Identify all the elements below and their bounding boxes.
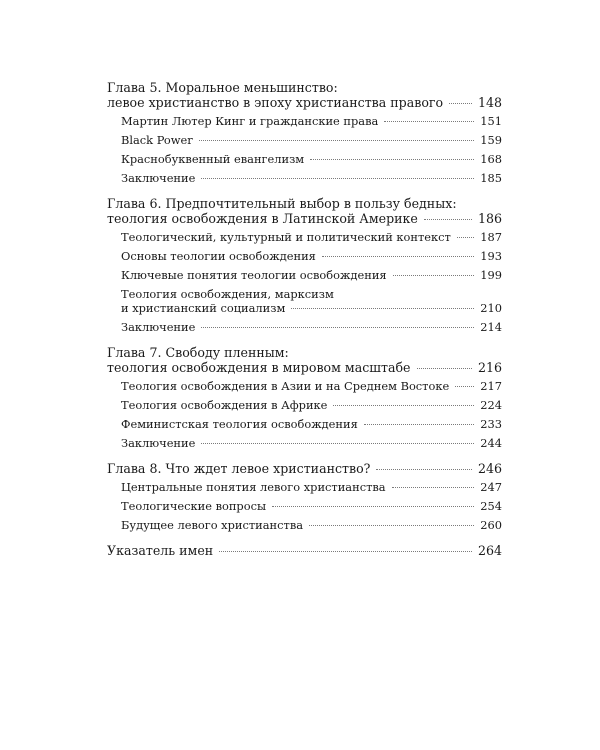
chapter-title: Глава 8. Что ждет левое христианство?: [107, 461, 371, 476]
toc-chapter-8: [107, 461, 502, 533]
toc-section-entry[interactable]: [107, 320, 502, 335]
toc-section-entry[interactable]: [107, 249, 502, 264]
section-title: Black Power: [121, 133, 193, 147]
section-title: Заключение: [121, 320, 196, 334]
page-number: 244: [480, 436, 502, 450]
page-number: 264: [477, 543, 502, 558]
dot-leader: [291, 308, 474, 309]
chapter-title-line-2: левое христианство в эпоху христианства правого: [107, 95, 444, 110]
toc-section-entry[interactable]: [107, 301, 502, 316]
dot-leader: [449, 103, 472, 104]
section-title: Ключевые понятия теологии освобождения: [121, 268, 387, 282]
page-number: 193: [480, 249, 502, 263]
dot-leader: [309, 525, 474, 526]
dot-leader: [199, 140, 475, 141]
dot-leader: [424, 219, 472, 220]
toc-section-entry[interactable]: [107, 268, 502, 283]
chapter-title-line-2: теология освобождения в Латинской Америке: [107, 211, 418, 226]
toc-chapter-5: [107, 80, 502, 186]
dot-leader: [376, 469, 472, 470]
dot-leader: [364, 424, 474, 425]
toc-chapter-6: [107, 196, 502, 335]
chapter-title-line-2: теология освобождения в мировом масштабе: [107, 360, 411, 375]
page-number: 168: [480, 152, 502, 166]
dot-leader: [219, 551, 472, 552]
page-number: 224: [480, 398, 502, 412]
toc-section-entry[interactable]: [107, 499, 502, 514]
page-number: 159: [480, 133, 502, 147]
section-title: Мартин Лютер Кинг и гражданские права: [121, 114, 379, 128]
dot-leader: [201, 178, 474, 179]
page-number: 185: [480, 171, 502, 185]
dot-leader: [417, 368, 472, 369]
toc-section-entry[interactable]: [107, 114, 502, 129]
index-title: Указатель имен: [107, 543, 214, 558]
page-number: 187: [480, 230, 502, 244]
section-title: Заключение: [121, 171, 196, 185]
toc-section-entry[interactable]: [107, 436, 502, 451]
page-number: 210: [480, 301, 502, 315]
dot-leader: [322, 256, 474, 257]
section-title: Теологические вопросы: [121, 499, 267, 513]
chapter-title-line-1: Глава 7. Свободу пленным:: [107, 345, 289, 360]
section-title-line-1: Теология освобождения, марксизм: [121, 287, 334, 301]
dot-leader: [392, 487, 475, 488]
toc-section-entry[interactable]: [107, 518, 502, 533]
table-of-contents: [107, 80, 502, 568]
chapter-entry[interactable]: [107, 95, 502, 110]
section-title: Основы теологии освобождения: [121, 249, 316, 263]
section-title: Теологический, культурный и политический контекст: [121, 230, 451, 244]
toc-index: [107, 543, 502, 558]
page-number: 217: [480, 379, 502, 393]
dot-leader: [457, 237, 474, 238]
page-number: 247: [480, 480, 502, 494]
page-number: 246: [477, 461, 502, 476]
toc-section-entry[interactable]: [107, 480, 502, 495]
toc-section-entry[interactable]: [107, 398, 502, 413]
toc-section-entry[interactable]: [107, 171, 502, 186]
section-title-line-2: и христианский социализм: [121, 301, 286, 315]
dot-leader: [310, 159, 474, 160]
toc-section-entry[interactable]: [107, 133, 502, 148]
page-number: 148: [477, 95, 502, 110]
page-number: 186: [477, 211, 502, 226]
toc-chapter-7: [107, 345, 502, 451]
page-number: 151: [480, 114, 502, 128]
section-title: Центральные понятия левого христианства: [121, 480, 386, 494]
dot-leader: [201, 327, 474, 328]
toc-section-entry[interactable]: [107, 417, 502, 432]
chapter-title-line-1: Глава 6. Предпочтительный выбор в пользу бедных:: [107, 196, 457, 211]
dot-leader: [393, 275, 475, 276]
dot-leader: [272, 506, 474, 507]
page-number: 233: [480, 417, 502, 431]
chapter-title-line-1: Глава 5. Моральное меньшинство:: [107, 80, 338, 95]
toc-section-entry[interactable]: [107, 152, 502, 167]
dot-leader: [333, 405, 474, 406]
dot-leader: [384, 121, 474, 122]
page-number: 260: [480, 518, 502, 532]
page-number: 214: [480, 320, 502, 334]
dot-leader: [201, 443, 474, 444]
toc-section-entry[interactable]: [107, 379, 502, 394]
section-title: Теология освобождения в Африке: [121, 398, 328, 412]
index-entry[interactable]: [107, 543, 502, 558]
chapter-entry[interactable]: [107, 360, 502, 375]
toc-section-entry[interactable]: [107, 230, 502, 245]
page-number: 199: [480, 268, 502, 282]
page-number: 254: [480, 499, 502, 513]
section-title: Заключение: [121, 436, 196, 450]
section-title: Краснобуквенный евангелизм: [121, 152, 305, 166]
section-title: Будущее левого христианства: [121, 518, 304, 532]
dot-leader: [455, 386, 474, 387]
chapter-entry[interactable]: [107, 461, 502, 476]
chapter-entry[interactable]: [107, 211, 502, 226]
section-title: Феминистская теология освобождения: [121, 417, 358, 431]
page-number: 216: [477, 360, 502, 375]
section-title: Теология освобождения в Азии и на Среднем Востоке: [121, 379, 450, 393]
